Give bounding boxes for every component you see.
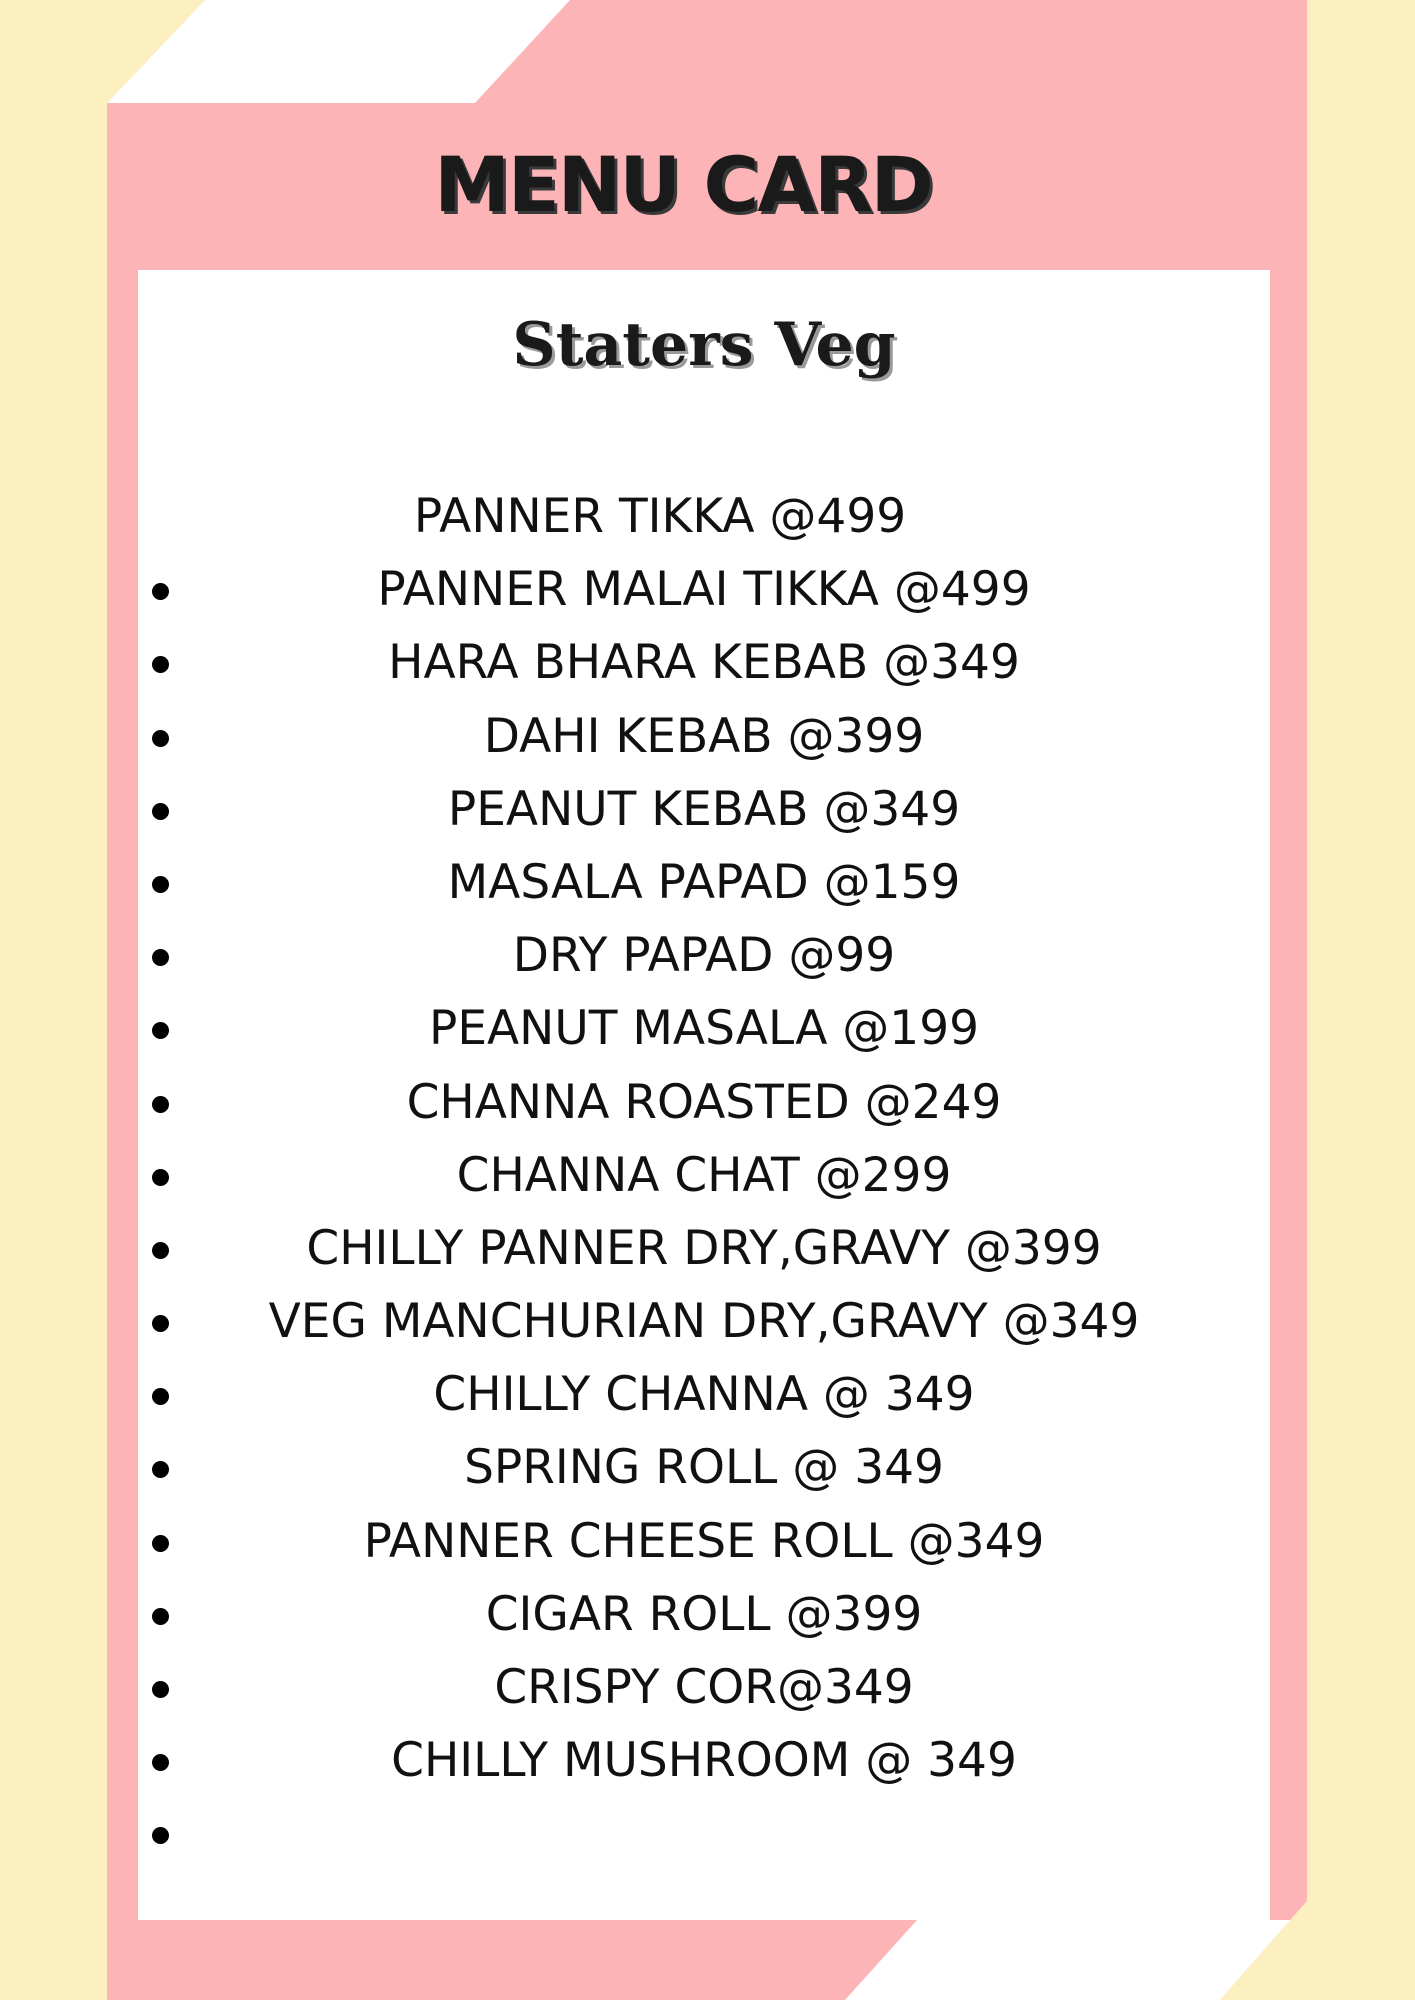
menu-item — [138, 773, 1270, 846]
menu-item — [138, 1724, 1270, 1797]
menu-item — [138, 1578, 1270, 1651]
menu-item-label: DAHI KEBAB @399 — [483, 708, 925, 764]
menu-item — [138, 1505, 1270, 1578]
menu-item — [138, 919, 1270, 992]
bullet-icon — [152, 1681, 169, 1698]
menu-item — [138, 1797, 1270, 1870]
menu-item — [138, 626, 1270, 699]
menu-item — [138, 1066, 1270, 1139]
bullet-icon — [152, 1461, 169, 1478]
menu-item-label: HARA BHARA KEBAB @349 — [388, 635, 1020, 691]
bullet-icon — [152, 1169, 169, 1186]
menu-item — [138, 480, 1270, 553]
bullet-icon — [152, 656, 169, 673]
bullet-icon — [152, 803, 169, 820]
menu-item — [138, 846, 1270, 919]
menu-item-label: PANNER CHEESE ROLL @349 — [363, 1513, 1045, 1569]
bullet-icon — [152, 949, 169, 966]
menu-item — [138, 1431, 1270, 1504]
menu-item — [138, 992, 1270, 1065]
menu-item-label: PEANUT KEBAB @349 — [447, 781, 961, 837]
menu-item-label: CHANNA CHAT @299 — [456, 1147, 952, 1203]
menu-item — [138, 1139, 1270, 1212]
menu-item — [138, 1358, 1270, 1431]
bullet-icon — [152, 1022, 169, 1039]
menu-item-label: CHILLY MUSHROOM @ 349 — [391, 1733, 1017, 1789]
bullet-icon — [152, 876, 169, 893]
bullet-icon — [152, 1096, 169, 1113]
menu-item-label: MASALA PAPAD @159 — [447, 854, 961, 910]
menu-panel — [138, 270, 1270, 1920]
menu-card-title: MENU CARD — [434, 140, 932, 229]
menu-item-label: PEANUT MASALA @199 — [428, 1001, 980, 1057]
menu-item-label: CRISPY COR@349 — [494, 1660, 914, 1715]
menu-item — [138, 700, 1270, 773]
bullet-icon — [152, 1535, 169, 1552]
bullet-icon — [152, 1315, 169, 1332]
bullet-icon — [152, 1388, 169, 1405]
bullet-icon — [152, 1608, 169, 1625]
bullet-icon — [152, 730, 169, 747]
menu-item-label: SPRING ROLL @ 349 — [464, 1440, 944, 1496]
menu-item-label: CHANNA ROASTED @249 — [406, 1074, 1002, 1130]
menu-item-label: PANNER TIKKA @499 — [413, 489, 907, 544]
bullet-icon — [152, 583, 169, 600]
bullet-icon — [152, 1827, 169, 1844]
menu-item-label: CHILLY CHANNA @ 349 — [433, 1367, 975, 1423]
menu-item — [138, 1285, 1270, 1358]
menu-item-label: DRY PAPAD @99 — [512, 928, 896, 984]
bullet-icon — [152, 1754, 169, 1771]
menu-item — [138, 1212, 1270, 1285]
menu-item-label: PANNER MALAI TIKKA @499 — [377, 562, 1031, 618]
menu-item — [138, 1651, 1270, 1724]
menu-item-label: VEG MANCHURIAN DRY,GRAVY @349 — [268, 1294, 1140, 1350]
menu-item — [138, 553, 1270, 626]
section-title: Staters Veg — [512, 310, 896, 380]
menu-item-label: CHILLY PANNER DRY,GRAVY @399 — [306, 1220, 1102, 1276]
menu-item-list — [138, 480, 1270, 1871]
bullet-icon — [152, 1242, 169, 1259]
menu-item-label: CIGAR ROLL @399 — [485, 1586, 923, 1642]
